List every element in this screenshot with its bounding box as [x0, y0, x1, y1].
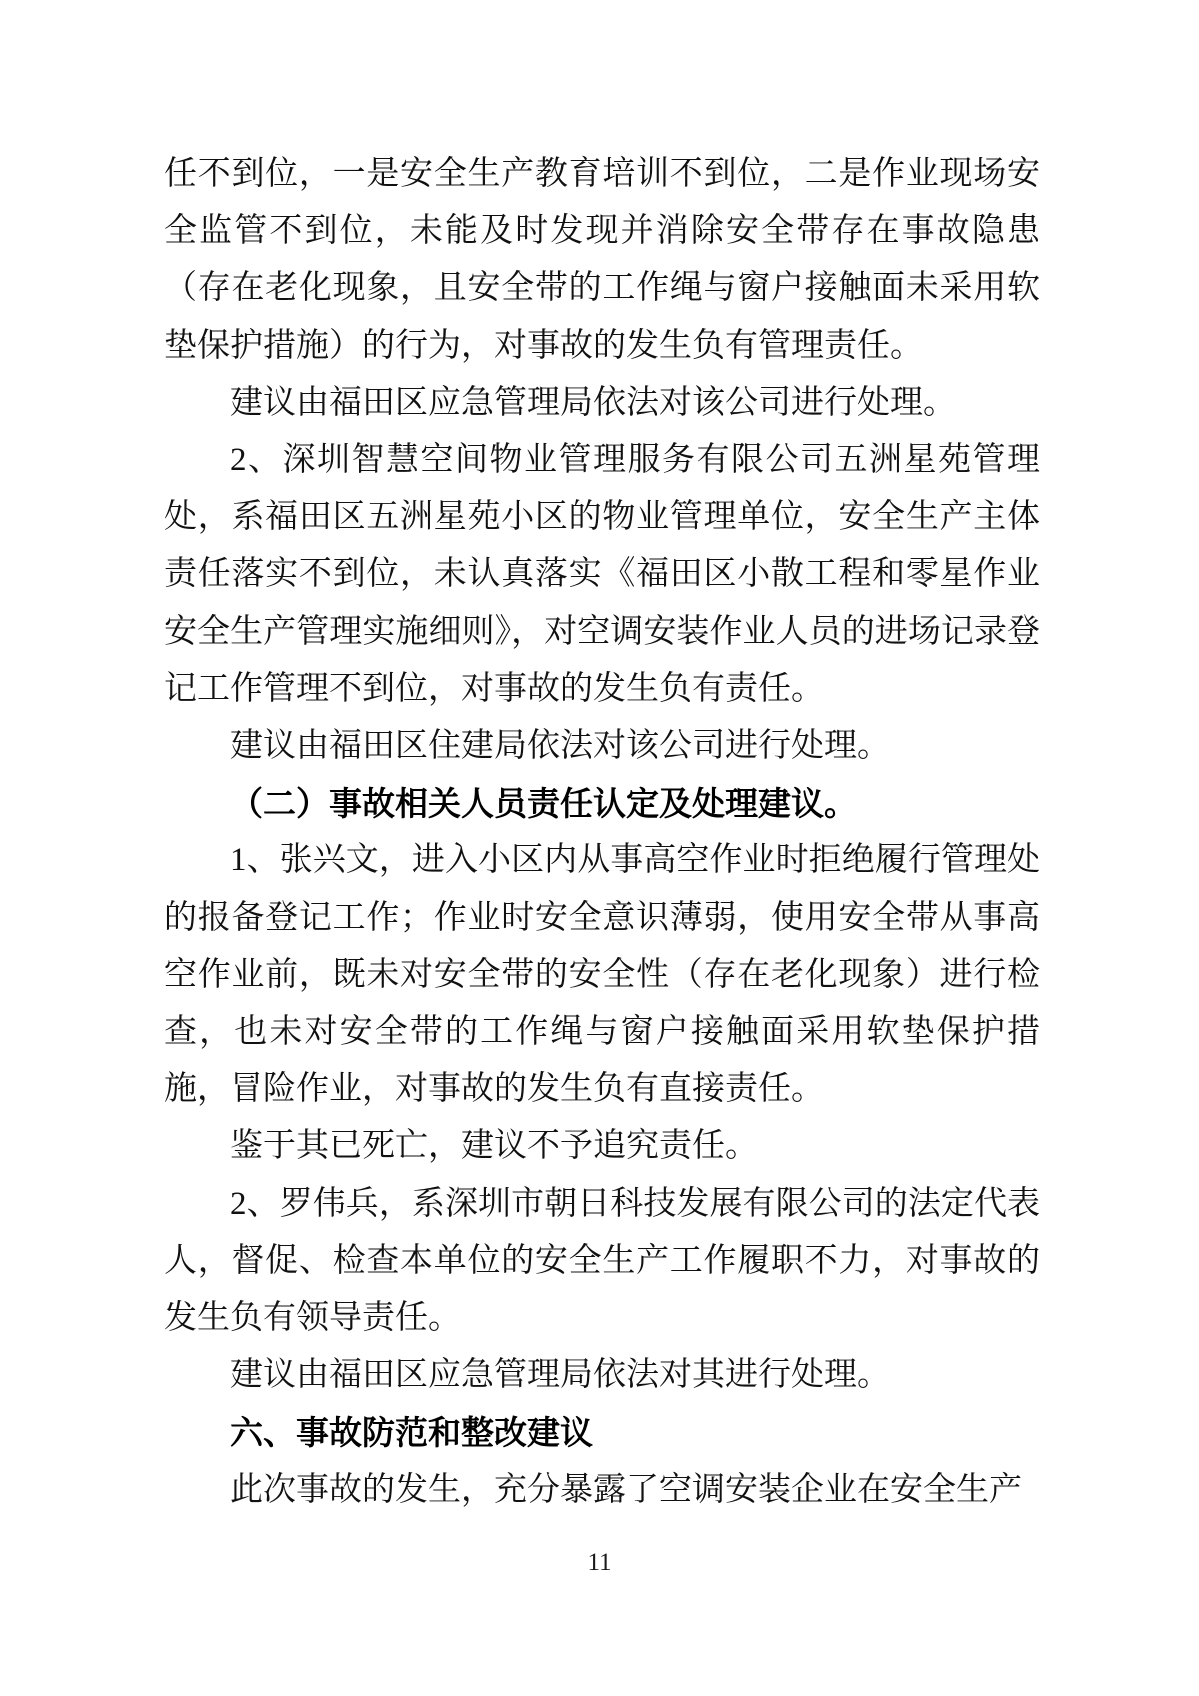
paragraph: 鉴于其已死亡，建议不予追究责任。 [230, 1128, 758, 1165]
paragraph: 建议由福田区应急管理局依法对该公司进行处理。 [230, 384, 956, 421]
paragraph: 任不到位，一是安全生产教育培训不到位，二是作业现场安全监管不到位，未能及时发现并消除安全带存在事故隐患（存在老化现象，且安全带的工作绳与窗户接触面未采用软垫保护措施）的行为，对事故的发生负有管理责任。 [164, 156, 1040, 364]
paragraph: 此次事故的发生，充分暴露了空调安装企业在安全生产 [230, 1471, 1022, 1508]
page-number: 11 [587, 1549, 612, 1576]
section-heading: 六、事故防范和整改建议 [230, 1414, 593, 1452]
paragraph: 1、张兴文，进入小区内从事高空作业时拒绝履行管理处的报备登记工作；作业时安全意识薄弱，使用安全带从事高空作业前，既未对安全带的安全性（存在老化现象）进行检查，也未对安全带的工作绳与窗户接触面采用软垫保护措施，冒险作业，对事故的发生负有直接责任。 [164, 842, 1040, 1108]
paragraph: 建议由福田区住建局依法对该公司进行处理。 [230, 728, 890, 765]
paragraph: 2、罗伟兵，系深圳市朝日科技发展有限公司的法定代表人，督促、检查本单位的安全生产工作履职不力，对事故的发生负有领导责任。 [164, 1185, 1040, 1337]
paragraph: 2、深圳智慧空间物业管理服务有限公司五洲星苑管理处，系福田区五洲星苑小区的物业管理单位，安全生产主体责任落实不到位，未认真落实《福田区小散工程和零星作业安全生产管理实施细则》，对空调安装作业人员的进场记录登记工作管理不到位，对事故的发生负有责任。 [164, 442, 1040, 707]
document-body [164, 146, 1040, 1519]
paragraph: 建议由福田区应急管理局依法对其进行处理。 [230, 1357, 890, 1394]
section-heading: （二）事故相关人员责任认定及处理建议。 [230, 785, 857, 823]
